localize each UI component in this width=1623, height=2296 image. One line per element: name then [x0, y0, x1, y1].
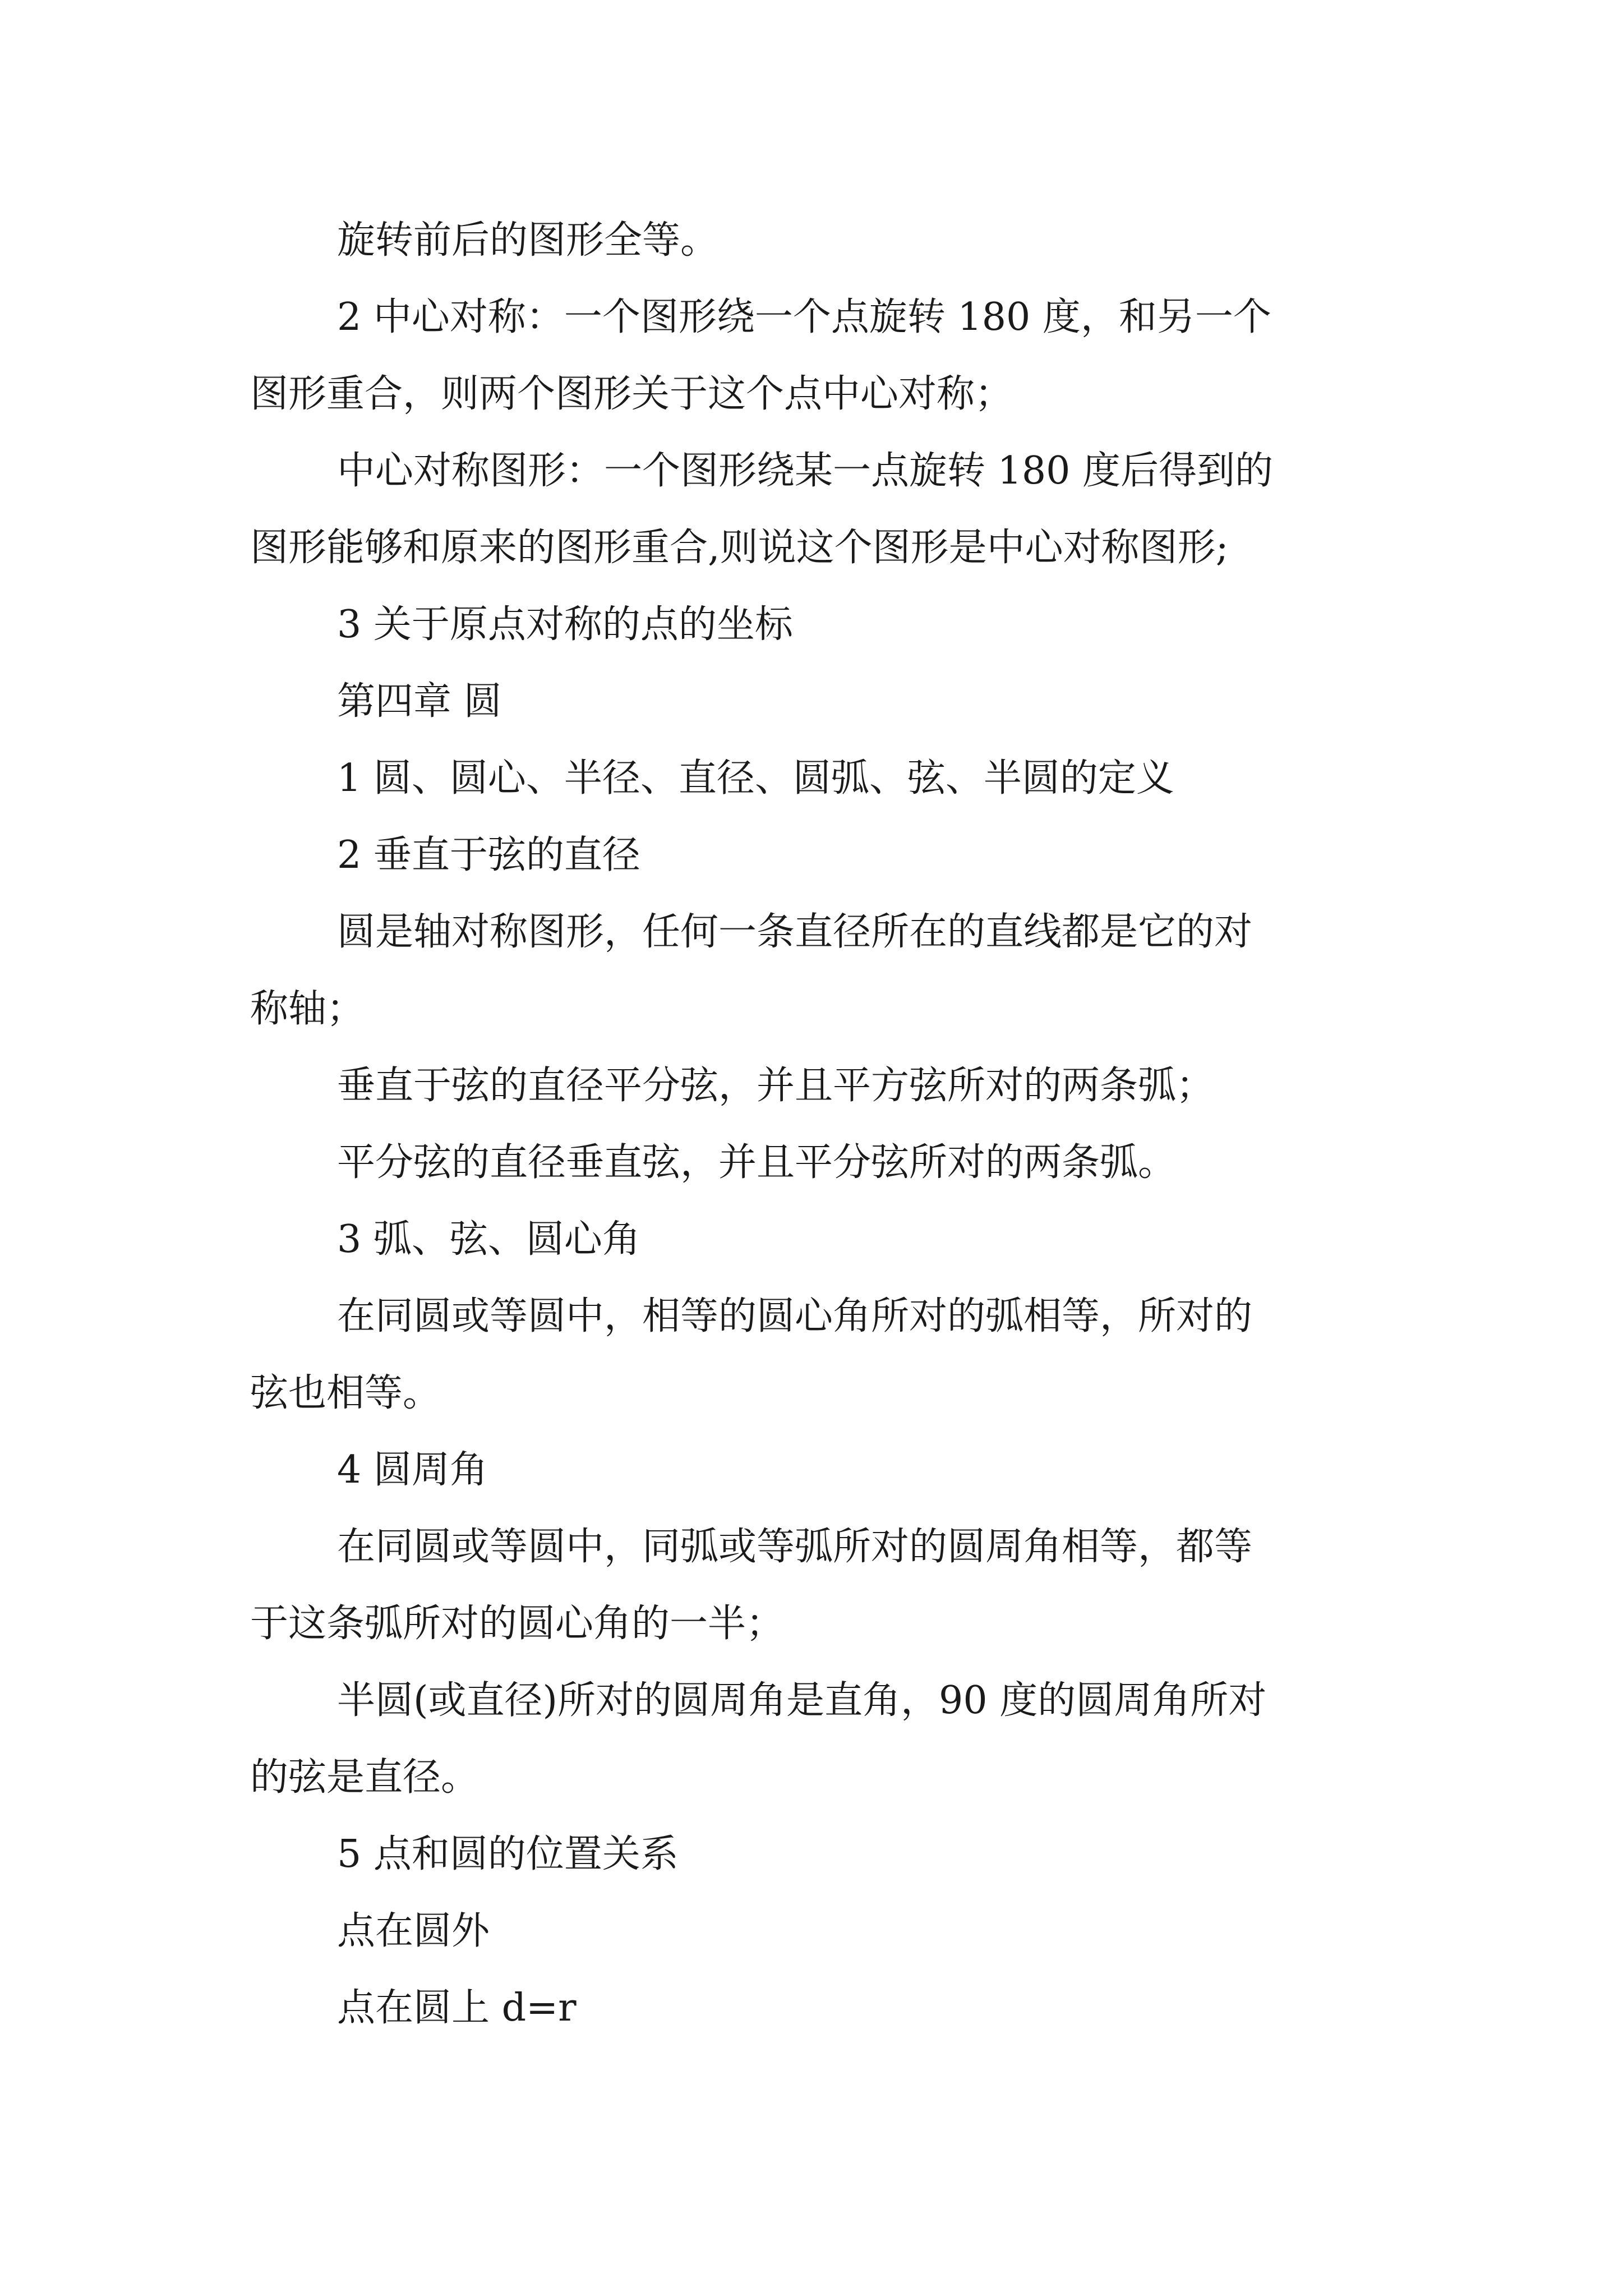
text-line: 点在圆上 d=r [337, 1986, 577, 2030]
text-line: 称轴； [250, 987, 365, 1031]
text-line: 2 垂直于弦的直径 [337, 833, 640, 877]
text-line: 在同圆或等圆中，同弧或等弧所对的圆周角相等，都等 [337, 1525, 1253, 1569]
text-line: 垂直于弦的直径平分弦，并且平方弦所对的两条弧； [337, 1064, 1215, 1108]
text-line: 4 圆周角 [337, 1448, 488, 1492]
text-line: 中心对称图形：一个图形绕某一点旋转 180 度后得到的 [337, 449, 1274, 493]
paragraph [250, 586, 1383, 663]
text-line: 的弦是直径。 [250, 1755, 479, 1800]
text-line: 2 中心对称：一个图形绕一个点旋转 180 度，和另一个 [337, 295, 1271, 339]
paragraph [250, 894, 1383, 1047]
text-line: 图形能够和原来的图形重合,则说这个图形是中心对称图形; [250, 526, 1229, 570]
text-line: 在同圆或等圆中，相等的圆心角所对的弧相等，所对的 [337, 1294, 1253, 1338]
paragraph [250, 817, 1383, 894]
paragraph [250, 1432, 1383, 1508]
text-line: 旋转前后的图形全等。 [337, 218, 719, 263]
text-line: 1 圆、圆心、半径、直径、圆弧、弦、半圆的定义 [337, 756, 1174, 800]
chapter-heading [250, 663, 1383, 740]
text-line: 3 关于原点对称的点的坐标 [337, 602, 793, 647]
text-line: 图形重合，则两个图形关于这个点中心对称； [250, 372, 1013, 416]
text-line: 点在圆外 [337, 1909, 490, 1953]
text-line: 圆是轴对称图形，任何一条直径所在的直线都是它的对 [337, 910, 1253, 954]
text-line: 平分弦的直径垂直弦，并且平分弦所对的两条弧。 [337, 1140, 1177, 1185]
paragraph [250, 1662, 1383, 1816]
text-line: 弦也相等。 [250, 1371, 441, 1415]
paragraph [250, 1124, 1383, 1201]
paragraph [250, 740, 1383, 817]
text-line: 于这条弧所对的圆心角的一半； [250, 1602, 785, 1646]
text-line: 第四章 圆 [337, 679, 502, 724]
paragraph [250, 1278, 1383, 1432]
paragraph [250, 279, 1383, 432]
paragraph [250, 1508, 1383, 1662]
paragraph [250, 1201, 1383, 1278]
document-body [250, 202, 1383, 2046]
paragraph [250, 202, 1383, 279]
paragraph [250, 1816, 1383, 1893]
paragraph [250, 432, 1383, 586]
text-line: 5 点和圆的位置关系 [337, 1832, 679, 1876]
text-line: 3 弧、弦、圆心角 [337, 1217, 640, 1262]
text-line: 半圆(或直径)所对的圆周角是直角，90 度的圆周角所对 [337, 1678, 1267, 1723]
paragraph [250, 1893, 1383, 1970]
paragraph [250, 1047, 1383, 1124]
paragraph [250, 1970, 1383, 2046]
